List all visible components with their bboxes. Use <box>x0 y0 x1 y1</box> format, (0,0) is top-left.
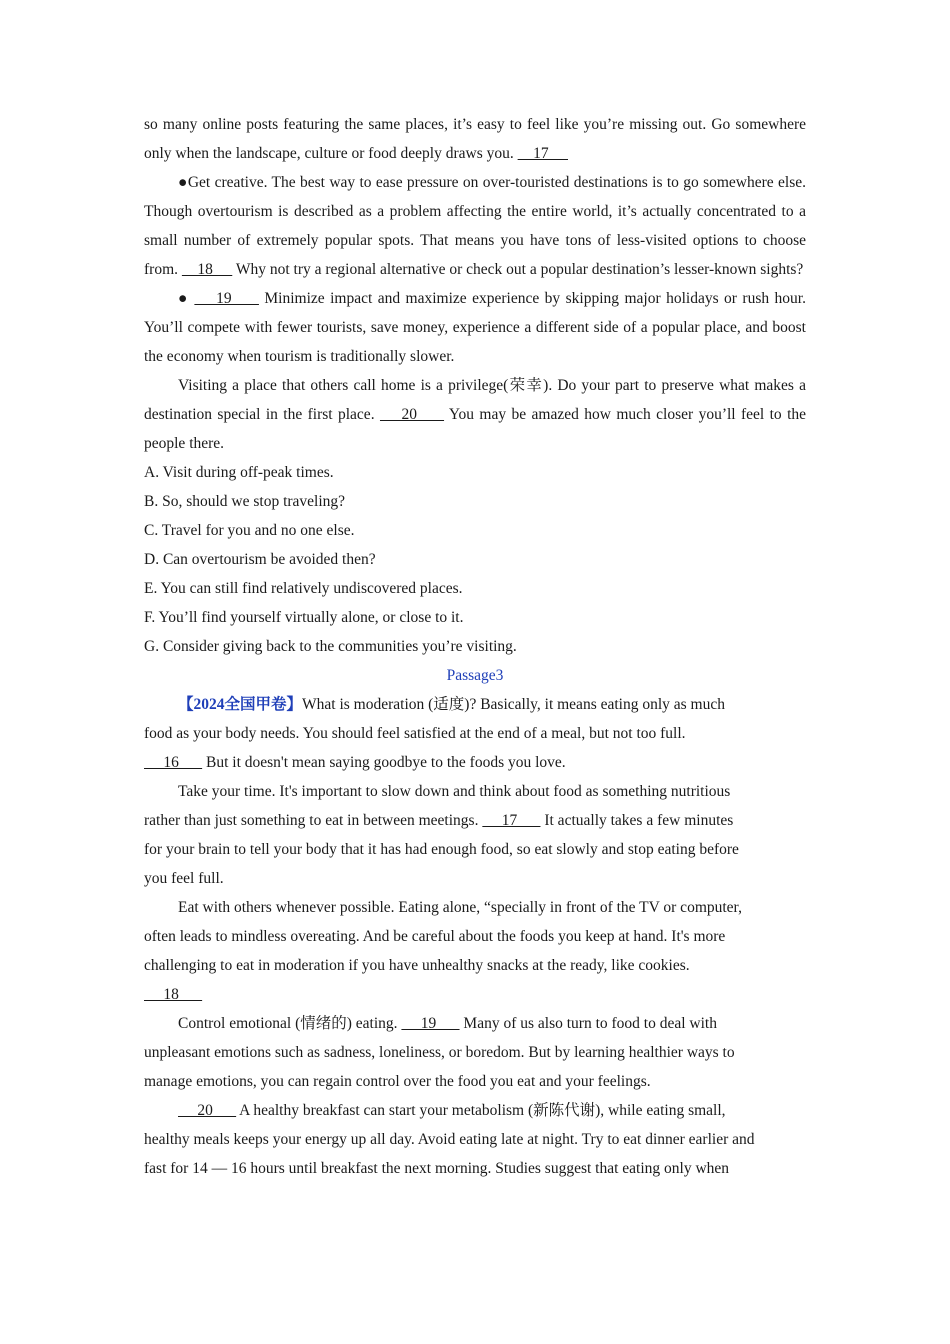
paragraph-text: often leads to mindless overeating. And be careful about the foods you keep at hand. It's more <box>144 928 726 945</box>
paragraph-text: Control emotional (情绪的) eating. <box>178 1015 402 1032</box>
answer-blank: 20 <box>178 1102 237 1119</box>
paragraph <box>144 371 806 458</box>
paragraph-text: Visiting a place that others call home is a privilege(荣幸). Do your part to preserve what makes a destination special in the first place. <box>144 377 806 423</box>
document-page <box>144 110 806 1183</box>
paragraph-text: Many of us also turn to food to deal with <box>459 1015 717 1032</box>
answer-blank: 18 <box>144 986 203 1003</box>
paragraph-text: manage emotions, you can regain control over the food you eat and your feelings. <box>144 1073 651 1090</box>
option-g: G. Consider giving back to the communities you’re visiting. <box>144 638 517 655</box>
paragraph-text: It actually takes a few minutes <box>540 812 734 829</box>
answer-blank: 17 <box>482 812 541 829</box>
option-c: C. Travel for you and no one else. <box>144 522 355 539</box>
paragraph-text: you feel full. <box>144 870 224 887</box>
paragraph-text: food as your body needs. You should feel satisfied at the end of a meal, but not too full. <box>144 725 686 742</box>
answer-blank: 18 <box>181 261 233 278</box>
option-f: F. You’ll find yourself virtually alone, or close to it. <box>144 609 464 626</box>
paragraph-text: rather than just something to eat in between meetings. <box>144 812 483 829</box>
bullet-icon: ● <box>178 290 195 307</box>
source-label: 【2024全国甲卷】 <box>178 696 303 713</box>
paragraph <box>144 1009 806 1096</box>
passage-title: Passage3 <box>446 667 504 684</box>
paragraph-text: ●Get creative. The best way to ease pressure on over-touristed destinations is to go somewhere else. Though overtourism is described as a problem affecting the entire world, it’s actually concentrated to a small number of extremely popular spots. That means you have tons of less-visited options to choose from. <box>144 174 806 278</box>
paragraph-text: Take your time. It's important to slow down and think about food as something nutritious <box>178 783 731 800</box>
paragraph <box>144 777 806 893</box>
answer-blank: 20 <box>379 406 445 423</box>
paragraph-text: fast for 14 — 16 hours until breakfast the next morning. Studies suggest that eating only when <box>144 1160 730 1177</box>
paragraph <box>144 690 806 777</box>
paragraph <box>144 1096 806 1183</box>
paragraph <box>144 893 806 1009</box>
paragraph-text: Minimize impact and maximize experience by skipping major holidays or rush hour. You’ll compete with fewer tourists, save money, experience a different side of a popular place, and boost the economy when tourism is traditionally slower. <box>144 290 806 365</box>
paragraph-text: for your brain to tell your body that it has had enough food, so eat slowly and stop eating before <box>144 841 739 858</box>
option-e: E. You can still find relatively undiscovered places. <box>144 580 463 597</box>
paragraph <box>144 284 806 371</box>
option-b: B. So, should we stop traveling? <box>144 493 346 510</box>
option-a: A. Visit during off-peak times. <box>144 464 334 481</box>
answer-blank: 16 <box>144 754 203 771</box>
option-d: D. Can overtourism be avoided then? <box>144 551 376 568</box>
paragraph-text: so many online posts featuring the same places, it’s easy to feel like you’re missing out. Go somewhere only when the landscape, culture or food deeply draws you. <box>144 116 806 162</box>
paragraph-text: unpleasant emotions such as sadness, loneliness, or boredom. But by learning healthier ways to <box>144 1044 735 1061</box>
paragraph-text: Why not try a regional alternative or check out a popular destination’s lesser-known sights? <box>232 261 804 278</box>
paragraph-text: You may be amazed how much closer you’ll feel to the people there. <box>144 406 807 452</box>
paragraph-text: But it doesn't mean saying goodbye to the foods you love. <box>202 754 566 771</box>
answer-blank: 19 <box>194 290 259 307</box>
paragraph <box>144 168 806 284</box>
answer-blank: 19 <box>401 1015 460 1032</box>
paragraph-text: What is moderation (适度)? Basically, it means eating only as much <box>302 696 725 713</box>
paragraph-text: challenging to eat in moderation if you have unhealthy snacks at the ready, like cookies. <box>144 957 690 974</box>
paragraph-text: A healthy breakfast can start your metabolism (新陈代谢), while eating small, <box>236 1102 726 1119</box>
paragraph <box>144 110 806 168</box>
paragraph-text: Eat with others whenever possible. Eating alone, “specially in front of the TV or computer, <box>178 899 742 916</box>
paragraph-text: healthy meals keeps your energy up all day. Avoid eating late at night. Try to eat dinner earlier and <box>144 1131 755 1148</box>
answer-blank: 17 <box>517 145 568 162</box>
